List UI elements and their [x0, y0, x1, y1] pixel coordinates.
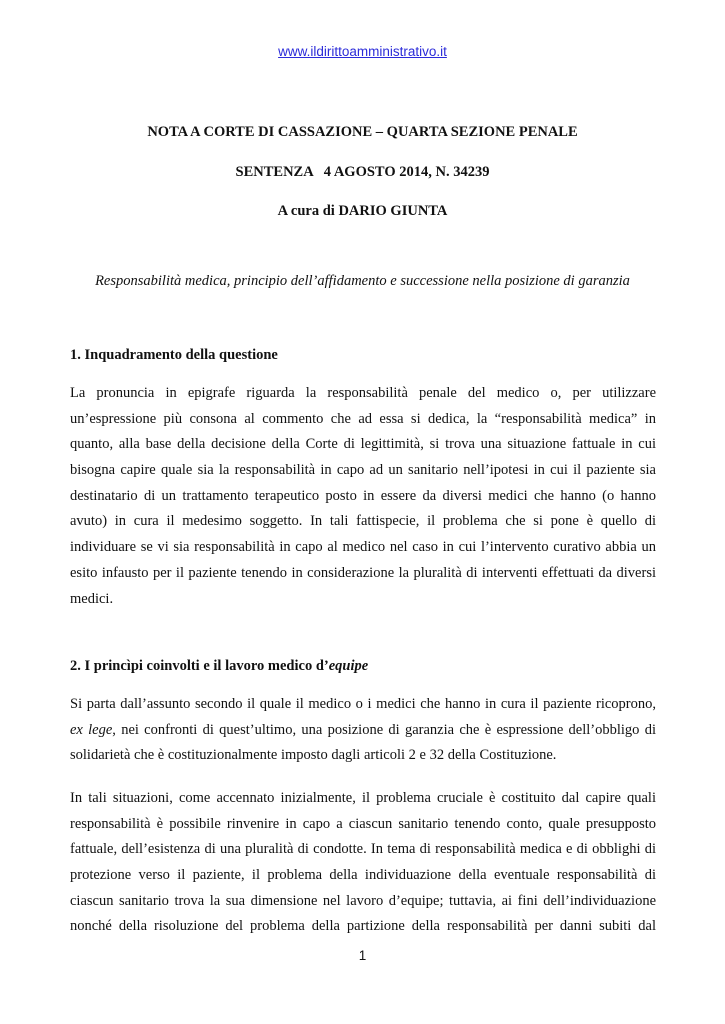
paragraph-line: esito infausto per il paziente tenendo in considerazione la pluralità di interventi effettuati da diversi [70, 564, 656, 581]
sentence-reference: SENTENZA 4 AGOSTO 2014, N. 34239 [235, 164, 490, 180]
paragraph-line: bisogna capire quale sia la responsabilità in capo ad un sanitario nell’ipotesi in cui il paziente sia [70, 462, 656, 479]
paragraph-line: protezione verso il paziente, il problema della individuazione della eventuale responsabilità di [70, 867, 656, 884]
site-url-link[interactable]: www.ildirittoamministrativo.it [278, 44, 447, 59]
paragraph-line: medici. [70, 590, 114, 607]
section-1-paragraph [70, 381, 656, 612]
paragraph-line: nonché della risoluzione del problema della partizione della responsabilità per danni subiti dal [70, 918, 656, 935]
section-2-heading-text: 2. I princìpi coinvolti e il lavoro medico d’ [70, 658, 329, 674]
document-subtitle: Responsabilità medica, principio dell’affidamento e successione nella posizione di garanzia [95, 273, 630, 289]
page-number: 1 [358, 948, 367, 963]
section-2-heading [70, 658, 368, 675]
paragraph-line: fattuale, dell’esistenza di una pluralità di condotte. In tema di responsabilità medica e di obblighi di [70, 841, 656, 858]
paragraph-line: individuare se vi sia responsabilità in capo al medico nel caso in cui l’intervento curativo abbia un [70, 539, 656, 556]
paragraph-line: quanto, alla base della decisione della Corte di legittimità, si trova una situazione fattuale in cui [70, 436, 656, 453]
paragraph-line [70, 718, 656, 744]
latin-term: ex lege [70, 721, 113, 738]
section-2-paragraph-2 [70, 786, 656, 940]
paragraph-line-rest: , nei confronti di quest’ultimo, una posizione di garanzia che è espressione dell’obbligo di [112, 721, 656, 738]
section-2-heading-italic: equipe [328, 658, 369, 674]
section-1-heading: 1. Inquadramento della questione [70, 347, 278, 363]
paragraph-line: solidarietà che è costituzionalmente imposto dagli articoli 2 e 32 della Costituzione. [70, 747, 557, 764]
author-line: A cura di DARIO GIUNTA [277, 203, 448, 219]
paragraph-line: In tali situazioni, come accennato inizialmente, il problema cruciale è costituito dal capire quali [70, 790, 656, 806]
paragraph-line: un’espressione più consona al commento che ad essa si dedica, la “responsabilità medica” in [70, 410, 656, 427]
section-2-paragraph-1 [70, 692, 656, 769]
paragraph-line: La pronuncia in epigrafe riguarda la responsabilità penale del medico o, per utilizzare [70, 385, 656, 401]
paragraph-line: destinatario di un trattamento terapeutico posto in essere da diversi medici che hanno (o hanno [70, 487, 656, 504]
paragraph-line: ciascun sanitario trova la sua dimensione nel lavoro d’equipe; tuttavia, ai fini dell’individuazione [70, 892, 656, 909]
paragraph-line: Si parta dall’assunto secondo il quale il medico o i medici che hanno in cura il paziente ricoprono, [70, 696, 656, 712]
paragraph-line: avuto) in cura il medesimo soggetto. In tali fattispecie, il problema che si pone è quello di [70, 513, 656, 530]
paragraph-line: responsabilità è possibile rinvenire in capo a ciascun sanitario tenendo conto, quale presupposto [70, 815, 656, 832]
document-title: NOTA A CORTE DI CASSAZIONE – QUARTA SEZIONE PENALE [147, 124, 578, 140]
